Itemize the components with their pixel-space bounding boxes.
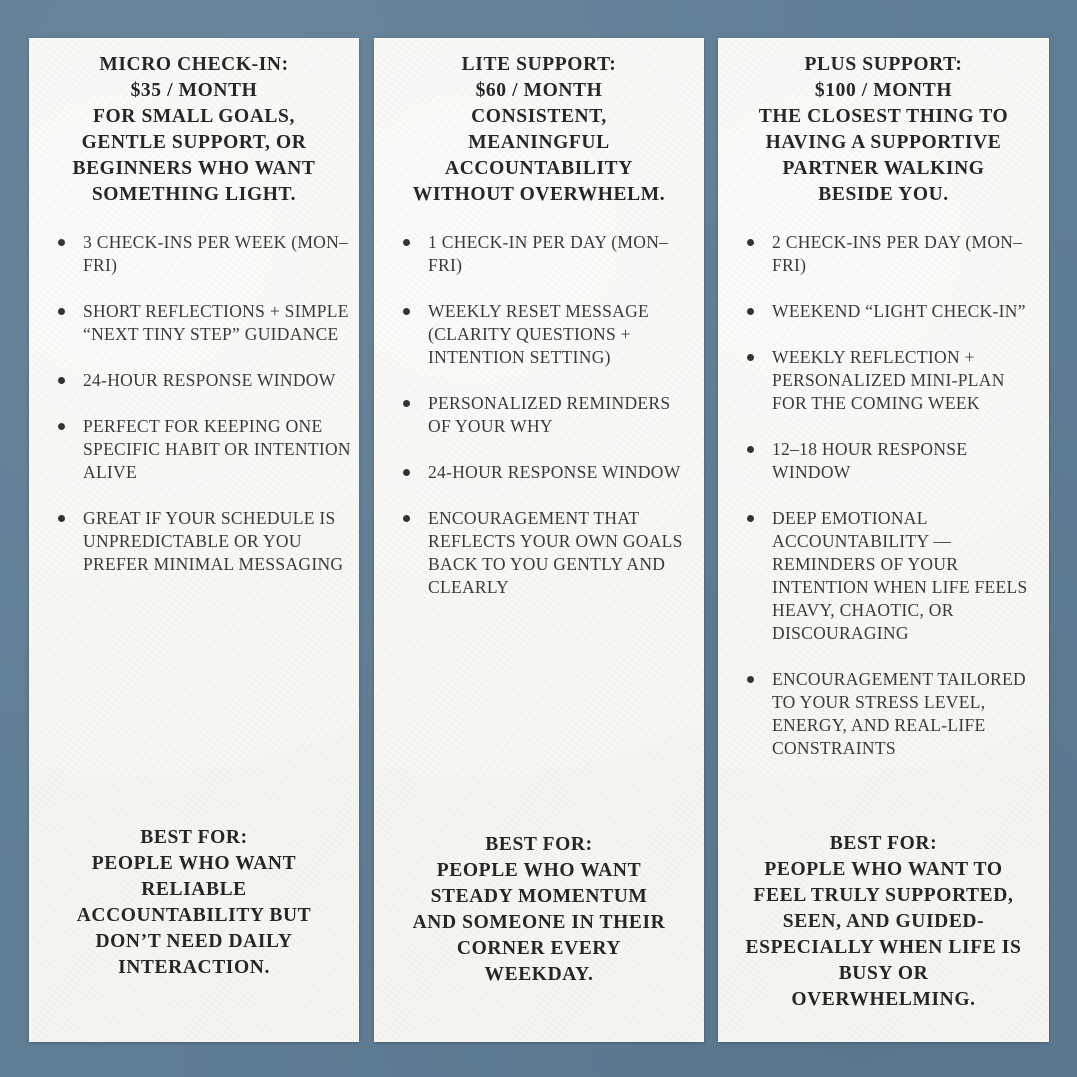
bullet-icon <box>58 308 65 315</box>
plan-title: LITE SUPPORT: <box>461 54 617 75</box>
feature-item <box>55 415 351 484</box>
bullet-icon <box>747 446 754 453</box>
feature-text: PERSONALIZED REMINDERS OF YOUR WHY <box>428 393 671 436</box>
feature-text: ENCOURAGEMENT THAT REFLECTS YOUR OWN GOALS BACK TO YOU GENTLY AND CLEARLY <box>428 508 683 597</box>
plan-card-micro-check-in <box>29 38 359 1042</box>
plan-price: $100 / MONTH <box>814 80 953 101</box>
feature-list <box>400 231 696 622</box>
best-for-line: FEEL TRULY SUPPORTED, <box>753 885 1014 906</box>
best-for-line: WEEKDAY. <box>484 964 594 985</box>
feature-item <box>400 392 696 438</box>
feature-item <box>55 300 351 346</box>
feature-item <box>55 369 351 392</box>
plan-price: $35 / MONTH <box>130 80 258 101</box>
best-for-label: BEST FOR: <box>140 827 248 848</box>
feature-text: PERFECT FOR KEEPING ONE SPECIFIC HABIT OR INTENTION ALIVE <box>83 416 351 482</box>
feature-text: 1 CHECK-IN PER DAY (MON–FRI) <box>428 232 669 275</box>
plan-heading <box>39 52 349 208</box>
bullet-icon <box>58 239 65 246</box>
best-for-block <box>386 832 692 988</box>
best-for-line: DON’T NEED DAILY <box>95 931 293 952</box>
feature-item <box>744 231 1041 277</box>
best-for-line: STEADY MOMENTUM <box>430 886 648 907</box>
best-for-block <box>726 831 1041 1013</box>
feature-text: WEEKLY REFLECTION + PERSONALIZED MINI-PLAN FOR THE COMING WEEK <box>772 347 1005 413</box>
plan-tagline-line: CONSISTENT, <box>471 106 607 127</box>
bullet-icon <box>747 354 754 361</box>
best-for-line: INTERACTION. <box>118 957 270 978</box>
feature-item <box>400 231 696 277</box>
bullet-icon <box>403 469 410 476</box>
bullet-icon <box>403 515 410 522</box>
feature-item <box>744 300 1041 323</box>
best-for-label: BEST FOR: <box>485 834 593 855</box>
plan-tagline-line: BESIDE YOU. <box>818 184 949 205</box>
feature-text: GREAT IF YOUR SCHEDULE IS UNPREDICTABLE OR YOU PREFER MINIMAL MESSAGING <box>83 508 344 574</box>
best-for-line: ESPECIALLY WHEN LIFE IS <box>745 937 1022 958</box>
feature-text: 12–18 HOUR RESPONSE WINDOW <box>772 439 968 482</box>
feature-item <box>744 507 1041 645</box>
feature-text: SHORT REFLECTIONS + SIMPLE “NEXT TINY STEP” GUIDANCE <box>83 301 349 344</box>
bullet-icon <box>403 400 410 407</box>
feature-text: 2 CHECK-INS PER DAY (MON–FRI) <box>772 232 1023 275</box>
feature-list <box>55 231 351 599</box>
best-for-line: BUSY OR <box>838 963 929 984</box>
best-for-block <box>41 825 347 981</box>
bullet-icon <box>58 515 65 522</box>
bullet-icon <box>747 515 754 522</box>
best-for-line: ACCOUNTABILITY BUT <box>76 905 312 926</box>
plan-tagline-line: SOMETHING LIGHT. <box>91 184 297 205</box>
plan-tagline-line: PARTNER WALKING <box>782 158 985 179</box>
plan-heading <box>728 52 1039 208</box>
plan-card-lite-support <box>374 38 704 1042</box>
best-for-line: SEEN, AND GUIDED- <box>782 911 985 932</box>
feature-item <box>55 507 351 576</box>
feature-item <box>744 668 1041 760</box>
best-for-line: CORNER EVERY <box>456 938 622 959</box>
feature-text: WEEKLY RESET MESSAGE (CLARITY QUESTIONS + INTENTION SETTING) <box>428 301 650 367</box>
bullet-icon <box>58 423 65 430</box>
plan-tagline-line: FOR SMALL GOALS, <box>93 106 295 127</box>
best-for-line: AND SOMEONE IN THEIR <box>412 912 666 933</box>
feature-text: DEEP EMOTIONAL ACCOUNTABILITY — REMINDERS OF YOUR INTENTION WHEN LIFE FEELS HEAVY, CHAOTIC, OR DISCOURAGING <box>772 508 1028 643</box>
bullet-icon <box>58 377 65 384</box>
plan-title: MICRO CHECK-IN: <box>99 54 289 75</box>
feature-item <box>400 300 696 369</box>
best-for-label: BEST FOR: <box>829 833 938 854</box>
best-for-line: RELIABLE <box>141 879 247 900</box>
best-for-line: PEOPLE WHO WANT <box>436 860 642 881</box>
feature-text: ENCOURAGEMENT TAILORED TO YOUR STRESS LEVEL, ENERGY, AND REAL-LIFE CONSTRAINTS <box>772 669 1026 758</box>
bullet-icon <box>747 308 754 315</box>
plan-tagline-line: HAVING A SUPPORTIVE <box>765 132 1002 153</box>
feature-item <box>400 461 696 484</box>
bullet-icon <box>747 676 754 683</box>
feature-text: WEEKEND “LIGHT CHECK-IN” <box>772 301 1026 321</box>
plan-price: $60 / MONTH <box>475 80 603 101</box>
feature-text: 3 CHECK-INS PER WEEK (MON–FRI) <box>83 232 349 275</box>
plan-tagline-line: MEANINGFUL <box>468 132 610 153</box>
feature-item <box>744 346 1041 415</box>
bullet-icon <box>403 239 410 246</box>
feature-item <box>55 231 351 277</box>
plan-tagline-line: THE CLOSEST THING TO <box>758 106 1009 127</box>
plan-tagline-line: WITHOUT OVERWHELM. <box>412 184 666 205</box>
plan-tagline-line: ACCOUNTABILITY <box>445 158 633 179</box>
plan-title: PLUS SUPPORT: <box>804 54 963 75</box>
feature-item <box>400 507 696 599</box>
feature-list <box>744 231 1041 783</box>
best-for-line: PEOPLE WHO WANT <box>91 853 297 874</box>
best-for-line: OVERWHELMING. <box>791 989 976 1010</box>
plan-heading <box>384 52 694 208</box>
best-for-line: PEOPLE WHO WANT TO <box>764 859 1003 880</box>
feature-text: 24-HOUR RESPONSE WINDOW <box>428 462 681 482</box>
feature-item <box>744 438 1041 484</box>
plan-tagline-line: BEGINNERS WHO WANT <box>72 158 316 179</box>
bullet-icon <box>747 239 754 246</box>
bullet-icon <box>403 308 410 315</box>
feature-text: 24-HOUR RESPONSE WINDOW <box>83 370 336 390</box>
plan-card-plus-support <box>718 38 1049 1042</box>
plan-tagline-line: GENTLE SUPPORT, OR <box>81 132 307 153</box>
